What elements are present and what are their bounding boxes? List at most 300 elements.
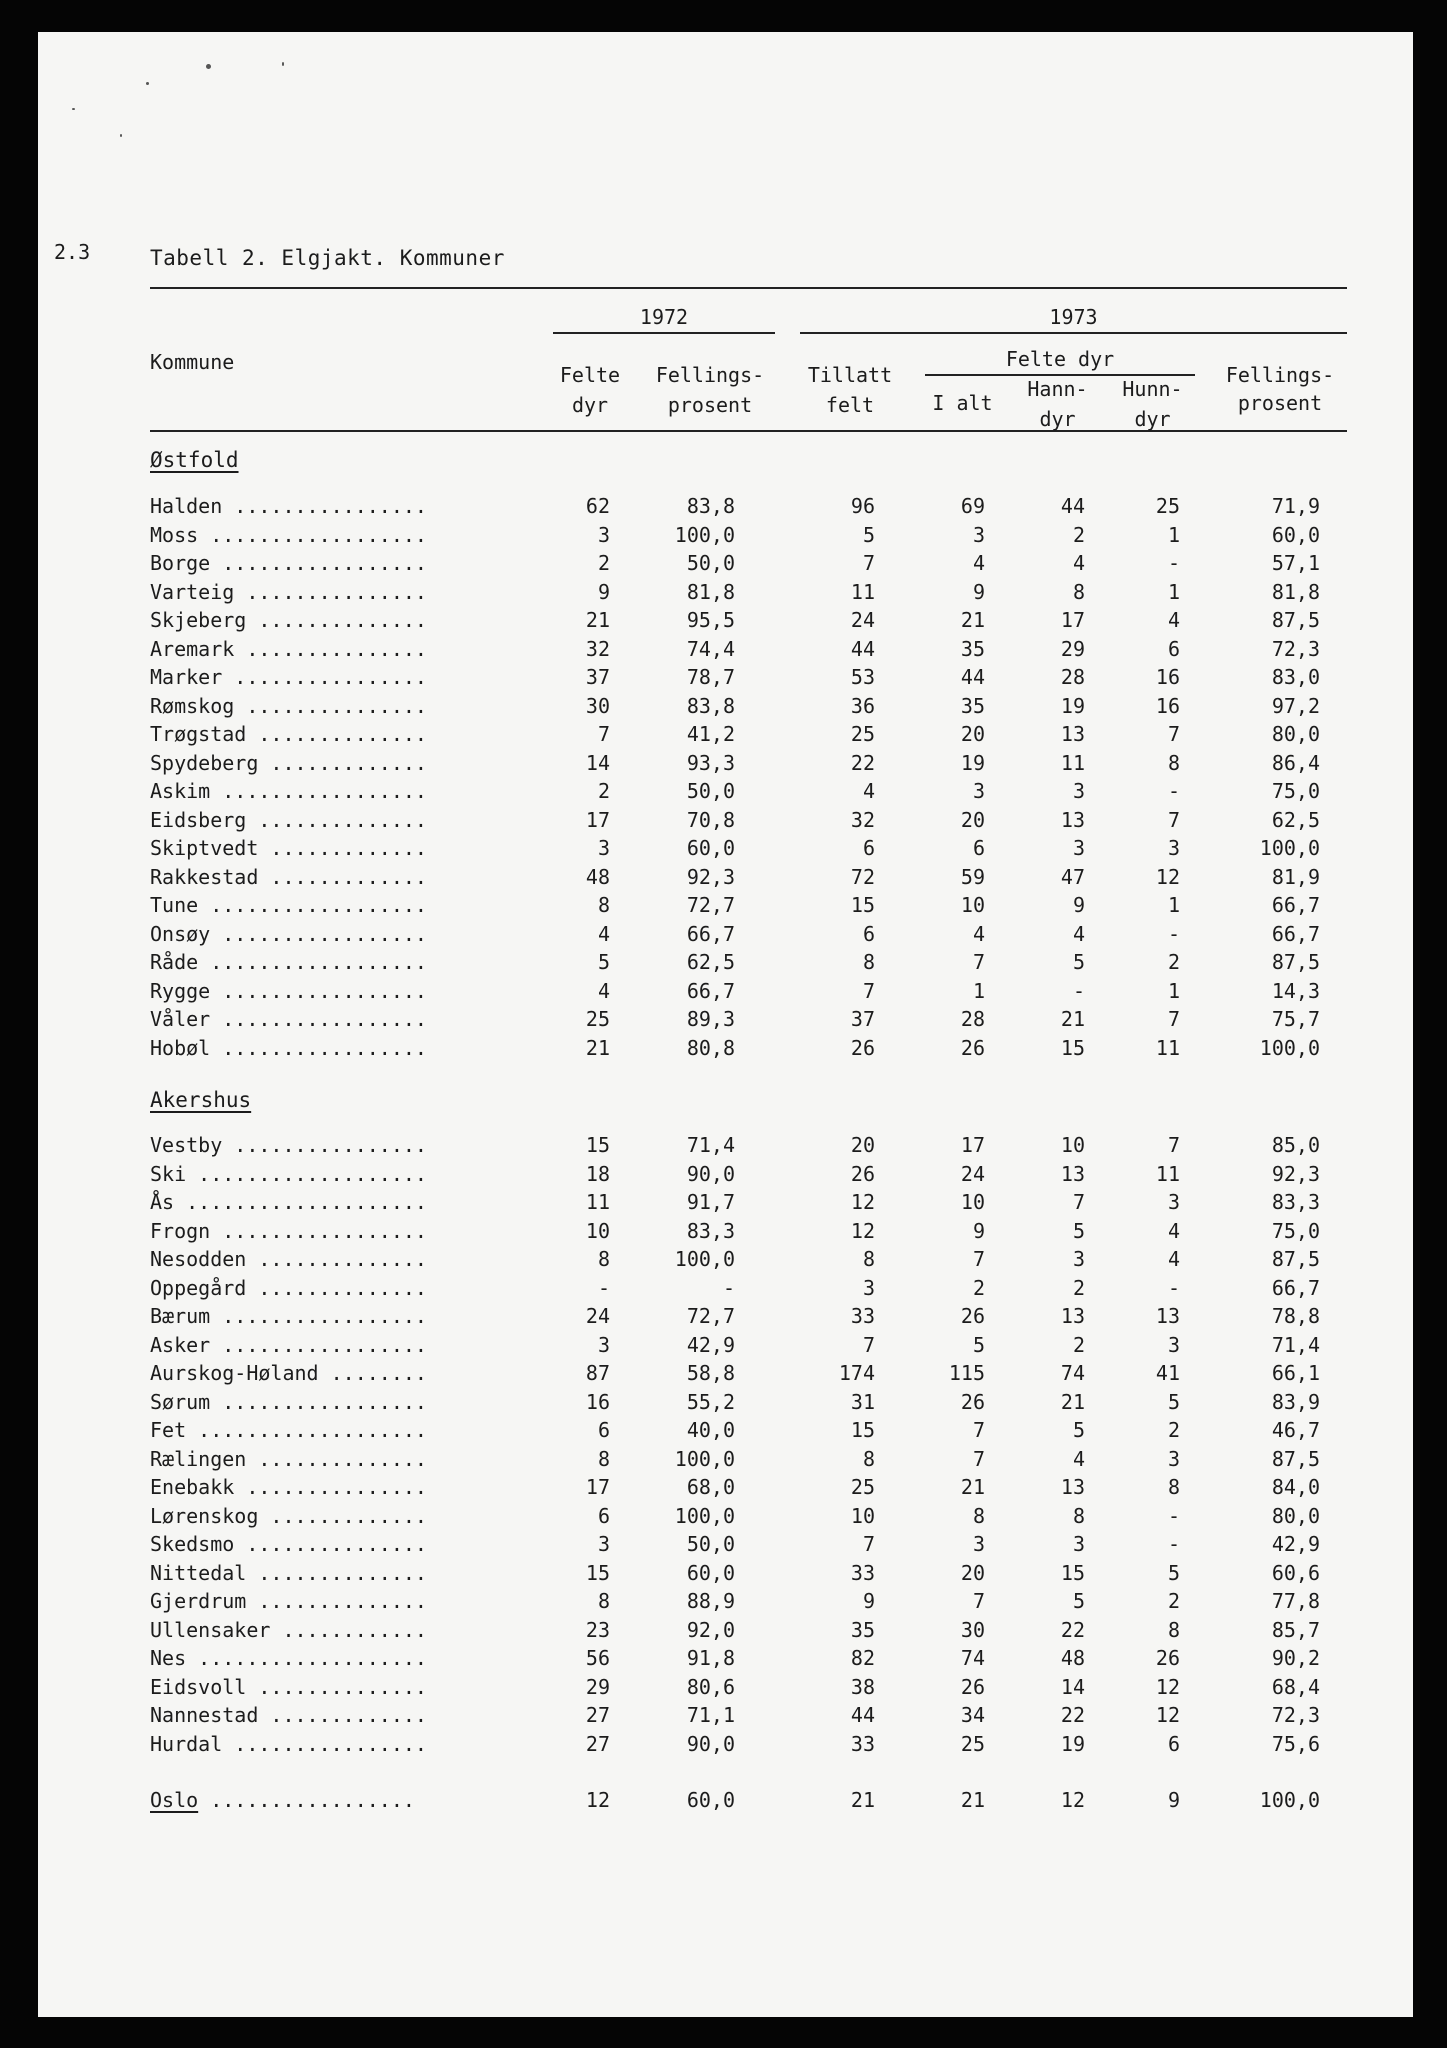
felte-dyr-1972: 30 bbox=[585, 693, 610, 718]
kommune-name bbox=[150, 1786, 500, 1814]
fellingsprosent-1973: 71,9 bbox=[1271, 494, 1320, 518]
header-fellingsprosent72-2: prosent bbox=[667, 393, 753, 417]
hanndyr: 2 bbox=[1072, 1332, 1085, 1357]
hunndyr: 4 bbox=[1167, 608, 1180, 632]
tillatt-felt: 21 bbox=[850, 1788, 875, 1812]
felte-i-alt: 10 bbox=[960, 1190, 985, 1214]
tillatt-felt: 6 bbox=[862, 836, 875, 860]
tillatt-felt: 12 bbox=[850, 1190, 875, 1214]
kommune-name: Oppegård .............. bbox=[150, 1275, 427, 1300]
kommune-name: Lørenskog ............. bbox=[150, 1503, 427, 1528]
fellingsprosent-1973: 66,7 bbox=[1271, 1275, 1320, 1300]
tillatt-felt: 6 bbox=[862, 921, 875, 946]
header-felte-2: dyr bbox=[571, 393, 609, 417]
fellingsprosent-1973: 81,9 bbox=[1271, 864, 1320, 889]
fellingsprosent-1972: 89,3 bbox=[686, 1007, 735, 1031]
kommune-name: Rømskog ............... bbox=[150, 693, 427, 718]
rule-1973 bbox=[800, 332, 1347, 334]
hanndyr: 44 bbox=[1060, 494, 1085, 518]
table-row bbox=[0, 1217, 1447, 1245]
kommune-name: Borge ................. bbox=[150, 551, 427, 575]
fellingsprosent-1972: 81,8 bbox=[686, 579, 735, 604]
hanndyr: 5 bbox=[1072, 950, 1085, 974]
table-row bbox=[0, 1730, 1447, 1758]
hunndyr: - bbox=[1167, 1503, 1180, 1528]
hanndyr: 13 bbox=[1060, 807, 1085, 832]
fellingsprosent-1973: 66,7 bbox=[1271, 893, 1320, 917]
hanndyr: 14 bbox=[1060, 1674, 1085, 1699]
fellingsprosent-1972: 83,3 bbox=[686, 1218, 735, 1243]
felte-i-alt: 26 bbox=[960, 1304, 985, 1328]
felte-i-alt: 3 bbox=[972, 1532, 985, 1556]
fellingsprosent-1972: 74,4 bbox=[686, 636, 735, 661]
hunndyr: 8 bbox=[1167, 750, 1180, 775]
hanndyr: 5 bbox=[1072, 1418, 1085, 1442]
kommune-name: Nannestad ............. bbox=[150, 1703, 427, 1727]
table-row bbox=[0, 492, 1447, 520]
fellingsprosent-1972: 62,5 bbox=[686, 950, 735, 974]
fellingsprosent-1972: 88,9 bbox=[686, 1589, 735, 1613]
hunndyr: 6 bbox=[1167, 1731, 1180, 1756]
fellingsprosent-1973: 75,6 bbox=[1271, 1731, 1320, 1756]
fellingsprosent-1972: 71,1 bbox=[686, 1703, 735, 1727]
tillatt-felt: 82 bbox=[850, 1646, 875, 1670]
table-row bbox=[0, 1530, 1447, 1558]
hanndyr: 28 bbox=[1060, 665, 1085, 689]
table-row bbox=[0, 1274, 1447, 1302]
hanndyr: 29 bbox=[1060, 636, 1085, 661]
fellingsprosent-1973: 60,0 bbox=[1271, 522, 1320, 547]
felte-dyr-1972: 7 bbox=[597, 722, 610, 746]
table-row bbox=[0, 920, 1447, 948]
table-row bbox=[0, 663, 1447, 691]
felte-dyr-1972: 18 bbox=[585, 1161, 610, 1186]
felte-i-alt: 17 bbox=[960, 1133, 985, 1157]
table-row bbox=[0, 578, 1447, 606]
hunndyr: 7 bbox=[1167, 807, 1180, 832]
fellingsprosent-1972: 93,3 bbox=[686, 750, 735, 775]
hanndyr: 8 bbox=[1072, 1503, 1085, 1528]
felte-i-alt: 20 bbox=[960, 1560, 985, 1585]
fellingsprosent-1973: 83,9 bbox=[1271, 1389, 1320, 1414]
fellingsprosent-1973: 75,0 bbox=[1271, 779, 1320, 803]
table-row bbox=[0, 1188, 1447, 1216]
table-row bbox=[0, 749, 1447, 777]
fellingsprosent-1972: 92,0 bbox=[686, 1617, 735, 1642]
tillatt-felt: 32 bbox=[850, 807, 875, 832]
hunndyr: 13 bbox=[1155, 1304, 1180, 1328]
hunndyr: 12 bbox=[1155, 1674, 1180, 1699]
hunndyr: 26 bbox=[1155, 1646, 1180, 1670]
hunndyr: 1 bbox=[1167, 893, 1180, 917]
fellingsprosent-1972: 100,0 bbox=[674, 522, 735, 547]
felte-i-alt: 4 bbox=[972, 921, 985, 946]
hanndyr: 11 bbox=[1060, 750, 1085, 775]
fellingsprosent-1972: 92,3 bbox=[686, 864, 735, 889]
hunndyr: 4 bbox=[1167, 1247, 1180, 1271]
hanndyr: 13 bbox=[1060, 1304, 1085, 1328]
felte-dyr-1972: 23 bbox=[585, 1617, 610, 1642]
hanndyr: 21 bbox=[1060, 1389, 1085, 1414]
hanndyr: 5 bbox=[1072, 1218, 1085, 1243]
felte-i-alt: 115 bbox=[948, 1361, 985, 1385]
hanndyr: 4 bbox=[1072, 1446, 1085, 1471]
felte-i-alt: 2 bbox=[972, 1275, 985, 1300]
header-hunndyr-1: Hunn- bbox=[1122, 377, 1183, 401]
hunndyr: - bbox=[1167, 551, 1180, 575]
felte-i-alt: 9 bbox=[972, 1218, 985, 1243]
felte-dyr-1972: 3 bbox=[597, 836, 610, 860]
kommune-name: Nes ................... bbox=[150, 1646, 427, 1670]
table-row bbox=[0, 777, 1447, 805]
hanndyr: 2 bbox=[1072, 522, 1085, 547]
felte-dyr-1972: 6 bbox=[597, 1503, 610, 1528]
tillatt-felt: 33 bbox=[850, 1560, 875, 1585]
fellingsprosent-1972: 50,0 bbox=[686, 779, 735, 803]
hunndyr: 16 bbox=[1155, 665, 1180, 689]
header-tillatt-2: felt bbox=[825, 393, 875, 417]
felte-dyr-1972: 4 bbox=[597, 921, 610, 946]
felte-i-alt: 7 bbox=[972, 1589, 985, 1613]
tillatt-felt: 24 bbox=[850, 608, 875, 632]
fellingsprosent-1972: 68,0 bbox=[686, 1475, 735, 1499]
hanndyr: 17 bbox=[1060, 608, 1085, 632]
felte-dyr-1972: 2 bbox=[597, 551, 610, 575]
oslo-dots: ................. bbox=[198, 1788, 415, 1812]
felte-i-alt: 3 bbox=[972, 779, 985, 803]
table-row bbox=[0, 1559, 1447, 1587]
hanndyr: 3 bbox=[1072, 779, 1085, 803]
tillatt-felt: 33 bbox=[850, 1304, 875, 1328]
rule-1972 bbox=[553, 332, 775, 334]
hanndyr: 13 bbox=[1060, 1161, 1085, 1186]
felte-i-alt: 74 bbox=[960, 1646, 985, 1670]
tillatt-felt: 12 bbox=[850, 1218, 875, 1243]
tillatt-felt: 38 bbox=[850, 1674, 875, 1699]
felte-i-alt: 26 bbox=[960, 1389, 985, 1414]
felte-dyr-1972: 21 bbox=[585, 1035, 610, 1060]
table-row bbox=[0, 1644, 1447, 1672]
hunndyr: 1 bbox=[1167, 978, 1180, 1003]
table-row bbox=[0, 1445, 1447, 1473]
fellingsprosent-1972: 100,0 bbox=[674, 1247, 735, 1271]
header-felte-dyr-group: Felte dyr bbox=[1005, 347, 1115, 371]
hanndyr: 4 bbox=[1072, 921, 1085, 946]
fellingsprosent-1973: 100,0 bbox=[1259, 1035, 1320, 1060]
hunndyr: 12 bbox=[1155, 1703, 1180, 1727]
kommune-name: Våler ................. bbox=[150, 1007, 427, 1031]
hanndyr: 3 bbox=[1072, 1247, 1085, 1271]
kommune-name: Eidsvoll .............. bbox=[150, 1674, 427, 1699]
felte-i-alt: 25 bbox=[960, 1731, 985, 1756]
hunndyr: 3 bbox=[1167, 836, 1180, 860]
kommune-name: Bærum ................. bbox=[150, 1304, 427, 1328]
felte-dyr-1972: 37 bbox=[585, 665, 610, 689]
hunndyr: 41 bbox=[1155, 1361, 1180, 1385]
kommune-name: Marker ................ bbox=[150, 665, 427, 689]
kommune-name: Asker ................. bbox=[150, 1332, 427, 1357]
fellingsprosent-1973: 72,3 bbox=[1271, 636, 1320, 661]
felte-i-alt: 8 bbox=[972, 1503, 985, 1528]
fellingsprosent-1973: 86,4 bbox=[1271, 750, 1320, 775]
hunndyr: 7 bbox=[1167, 722, 1180, 746]
fellingsprosent-1973: 85,0 bbox=[1271, 1133, 1320, 1157]
table-row bbox=[0, 1616, 1447, 1644]
felte-dyr-1972: 8 bbox=[597, 893, 610, 917]
felte-i-alt: 7 bbox=[972, 1446, 985, 1471]
felte-i-alt: 20 bbox=[960, 722, 985, 746]
felte-dyr-1972: - bbox=[597, 1275, 610, 1300]
table-row bbox=[0, 635, 1447, 663]
table-row bbox=[0, 891, 1447, 919]
header-fellingsprosent73-2: prosent bbox=[1237, 391, 1323, 415]
fellingsprosent-1973: 42,9 bbox=[1271, 1532, 1320, 1556]
fellingsprosent-1972: 95,5 bbox=[686, 608, 735, 632]
kommune-name: Ski ................... bbox=[150, 1161, 427, 1186]
fellingsprosent-1973: 46,7 bbox=[1271, 1418, 1320, 1442]
hanndyr: 7 bbox=[1072, 1190, 1085, 1214]
kommune-name: Rakkestad ............. bbox=[150, 864, 427, 889]
hunndyr: 2 bbox=[1167, 1589, 1180, 1613]
felte-i-alt: 21 bbox=[960, 1475, 985, 1499]
hunndyr: - bbox=[1167, 921, 1180, 946]
felte-dyr-1972: 10 bbox=[585, 1218, 610, 1243]
table-row bbox=[0, 720, 1447, 748]
top-rule bbox=[150, 287, 1347, 289]
hunndyr: 9 bbox=[1167, 1788, 1180, 1812]
fellingsprosent-1972: 60,0 bbox=[686, 1560, 735, 1585]
felte-dyr-1972: 9 bbox=[597, 579, 610, 604]
hanndyr: 74 bbox=[1060, 1361, 1085, 1385]
hunndyr: 3 bbox=[1167, 1446, 1180, 1471]
tillatt-felt: 8 bbox=[862, 1247, 875, 1271]
kommune-name: Enebakk ............... bbox=[150, 1475, 427, 1499]
fellingsprosent-1973: 14,3 bbox=[1271, 978, 1320, 1003]
table-row bbox=[0, 606, 1447, 634]
felte-i-alt: 35 bbox=[960, 693, 985, 718]
hanndyr: 48 bbox=[1060, 1646, 1085, 1670]
header-kommune: Kommune bbox=[150, 350, 235, 374]
tillatt-felt: 35 bbox=[850, 1617, 875, 1642]
felte-dyr-1972: 24 bbox=[585, 1304, 610, 1328]
header-fellingsprosent72-1: Fellings- bbox=[655, 363, 765, 387]
fellingsprosent-1972: 83,8 bbox=[686, 693, 735, 718]
fellingsprosent-1972: 66,7 bbox=[686, 921, 735, 946]
table-row bbox=[0, 1245, 1447, 1273]
oslo-name: Oslo bbox=[150, 1788, 199, 1812]
tillatt-felt: 20 bbox=[850, 1133, 875, 1157]
fellingsprosent-1972: - bbox=[722, 1275, 735, 1300]
tillatt-felt: 4 bbox=[862, 779, 875, 803]
tillatt-felt: 44 bbox=[850, 1703, 875, 1727]
hunndyr: 1 bbox=[1167, 579, 1180, 604]
felte-dyr-1972: 56 bbox=[585, 1646, 610, 1670]
hunndyr: 12 bbox=[1155, 864, 1180, 889]
section-title-ostfold: Østfold bbox=[150, 448, 239, 472]
table-row bbox=[0, 806, 1447, 834]
felte-i-alt: 35 bbox=[960, 636, 985, 661]
felte-i-alt: 28 bbox=[960, 1007, 985, 1031]
tillatt-felt: 8 bbox=[862, 950, 875, 974]
kommune-name: Trøgstad .............. bbox=[150, 722, 427, 746]
fellingsprosent-1973: 92,3 bbox=[1271, 1161, 1320, 1186]
hunndyr: - bbox=[1167, 779, 1180, 803]
table-title: Tabell 2. Elgjakt. Kommuner bbox=[150, 246, 505, 270]
kommune-name: Ås .................... bbox=[150, 1190, 427, 1214]
header-fellingsprosent73-1: Fellings- bbox=[1225, 363, 1335, 387]
felte-i-alt: 9 bbox=[972, 579, 985, 604]
fellingsprosent-1972: 72,7 bbox=[686, 1304, 735, 1328]
table-row bbox=[0, 1331, 1447, 1359]
tillatt-felt: 26 bbox=[850, 1035, 875, 1060]
header-year-1972: 1972 bbox=[639, 305, 689, 329]
hunndyr: 6 bbox=[1167, 636, 1180, 661]
hanndyr: 10 bbox=[1060, 1133, 1085, 1157]
felte-i-alt: 21 bbox=[960, 608, 985, 632]
table-row bbox=[0, 977, 1447, 1005]
tillatt-felt: 7 bbox=[862, 1532, 875, 1556]
tillatt-felt: 72 bbox=[850, 864, 875, 889]
fellingsprosent-1972: 50,0 bbox=[686, 551, 735, 575]
kommune-name: Halden ................ bbox=[150, 494, 427, 518]
fellingsprosent-1972: 71,4 bbox=[686, 1133, 735, 1157]
hanndyr: 5 bbox=[1072, 1589, 1085, 1613]
felte-dyr-1972: 8 bbox=[597, 1247, 610, 1271]
kommune-name: Onsøy ................. bbox=[150, 921, 427, 946]
fellingsprosent-1972: 72,7 bbox=[686, 893, 735, 917]
felte-i-alt: 26 bbox=[960, 1674, 985, 1699]
fellingsprosent-1973: 68,4 bbox=[1271, 1674, 1320, 1699]
hanndyr: 4 bbox=[1072, 551, 1085, 575]
kommune-name: Frogn ................. bbox=[150, 1218, 427, 1243]
tillatt-felt: 31 bbox=[850, 1389, 875, 1414]
kommune-name: Aurskog-Høland ........ bbox=[150, 1361, 427, 1385]
tillatt-felt: 22 bbox=[850, 750, 875, 775]
fellingsprosent-1972: 66,7 bbox=[686, 978, 735, 1003]
hunndyr: 11 bbox=[1155, 1161, 1180, 1186]
fellingsprosent-1973: 83,3 bbox=[1271, 1190, 1320, 1214]
header-hanndyr-2: dyr bbox=[1039, 407, 1076, 431]
hanndyr: - bbox=[1072, 978, 1085, 1003]
fellingsprosent-1972: 90,0 bbox=[686, 1731, 735, 1756]
hanndyr: 15 bbox=[1060, 1560, 1085, 1585]
felte-dyr-1972: 2 bbox=[597, 779, 610, 803]
kommune-name: Askim ................. bbox=[150, 779, 427, 803]
felte-dyr-1972: 27 bbox=[585, 1731, 610, 1756]
fellingsprosent-1972: 91,8 bbox=[686, 1646, 735, 1670]
fellingsprosent-1972: 80,6 bbox=[686, 1674, 735, 1699]
felte-dyr-1972: 32 bbox=[585, 636, 610, 661]
felte-dyr-1972: 8 bbox=[597, 1589, 610, 1613]
kommune-name: Tune .................. bbox=[150, 893, 427, 917]
felte-i-alt: 20 bbox=[960, 807, 985, 832]
fellingsprosent-1972: 60,0 bbox=[686, 836, 735, 860]
felte-i-alt: 59 bbox=[960, 864, 985, 889]
fellingsprosent-1973: 97,2 bbox=[1271, 693, 1320, 718]
hanndyr: 13 bbox=[1060, 1475, 1085, 1499]
hanndyr: 15 bbox=[1060, 1035, 1085, 1060]
hanndyr: 22 bbox=[1060, 1703, 1085, 1727]
fellingsprosent-1972: 80,8 bbox=[686, 1035, 735, 1060]
page-number: 2.3 bbox=[54, 240, 91, 264]
hanndyr: 8 bbox=[1072, 579, 1085, 604]
felte-dyr-1972: 3 bbox=[597, 1332, 610, 1357]
fellingsprosent-1972: 70,8 bbox=[686, 807, 735, 832]
felte-dyr-1972: 15 bbox=[585, 1560, 610, 1585]
kommune-name: Spydeberg ............. bbox=[150, 750, 427, 775]
felte-dyr-1972: 29 bbox=[585, 1674, 610, 1699]
fellingsprosent-1973: 100,0 bbox=[1259, 836, 1320, 860]
tillatt-felt: 11 bbox=[850, 579, 875, 604]
fellingsprosent-1973: 62,5 bbox=[1271, 807, 1320, 832]
felte-dyr-1972: 87 bbox=[585, 1361, 610, 1385]
tillatt-felt: 3 bbox=[862, 1275, 875, 1300]
kommune-name: Rælingen .............. bbox=[150, 1446, 427, 1471]
tillatt-felt: 36 bbox=[850, 693, 875, 718]
felte-dyr-1972: 17 bbox=[585, 807, 610, 832]
felte-i-alt: 7 bbox=[972, 1247, 985, 1271]
felte-dyr-1972: 14 bbox=[585, 750, 610, 775]
table-row bbox=[0, 1131, 1447, 1159]
hanndyr: 9 bbox=[1072, 893, 1085, 917]
fellingsprosent-1972: 91,7 bbox=[686, 1190, 735, 1214]
hunndyr: - bbox=[1167, 1532, 1180, 1556]
hunndyr: 7 bbox=[1167, 1007, 1180, 1031]
fellingsprosent-1972: 41,2 bbox=[686, 722, 735, 746]
fellingsprosent-1973: 60,6 bbox=[1271, 1560, 1320, 1585]
felte-dyr-1972: 15 bbox=[585, 1133, 610, 1157]
fellingsprosent-1972: 42,9 bbox=[686, 1332, 735, 1357]
hanndyr: 19 bbox=[1060, 693, 1085, 718]
fellingsprosent-1973: 66,1 bbox=[1271, 1361, 1320, 1385]
tillatt-felt: 96 bbox=[850, 494, 875, 518]
kommune-name: Gjerdrum .............. bbox=[150, 1589, 427, 1613]
table-row bbox=[0, 521, 1447, 549]
felte-dyr-1972: 3 bbox=[597, 1532, 610, 1556]
table-row bbox=[0, 863, 1447, 891]
hunndyr: 25 bbox=[1155, 494, 1180, 518]
fellingsprosent-1973: 80,0 bbox=[1271, 722, 1320, 746]
fellingsprosent-1973: 77,8 bbox=[1271, 1589, 1320, 1613]
kommune-name: Skjeberg .............. bbox=[150, 608, 427, 632]
kommune-name: Varteig ............... bbox=[150, 579, 427, 604]
felte-i-alt: 69 bbox=[960, 494, 985, 518]
kommune-name: Rygge ................. bbox=[150, 978, 427, 1003]
hunndyr: 1 bbox=[1167, 522, 1180, 547]
fellingsprosent-1972: 50,0 bbox=[686, 1532, 735, 1556]
fellingsprosent-1973: 85,7 bbox=[1271, 1617, 1320, 1642]
felte-dyr-1972: 17 bbox=[585, 1475, 610, 1499]
hanndyr: 22 bbox=[1060, 1617, 1085, 1642]
fellingsprosent-1973: 100,0 bbox=[1259, 1788, 1320, 1812]
hunndyr: 3 bbox=[1167, 1190, 1180, 1214]
hanndyr: 21 bbox=[1060, 1007, 1085, 1031]
fellingsprosent-1973: 83,0 bbox=[1271, 665, 1320, 689]
table-row bbox=[0, 1502, 1447, 1530]
fellingsprosent-1972: 40,0 bbox=[686, 1418, 735, 1442]
tillatt-felt: 8 bbox=[862, 1446, 875, 1471]
felte-i-alt: 6 bbox=[972, 836, 985, 860]
hunndyr: - bbox=[1167, 1275, 1180, 1300]
felte-dyr-1972: 27 bbox=[585, 1703, 610, 1727]
felte-i-alt: 3 bbox=[972, 522, 985, 547]
hunndyr: 2 bbox=[1167, 1418, 1180, 1442]
fellingsprosent-1972: 58,8 bbox=[686, 1361, 735, 1385]
table-row bbox=[0, 1673, 1447, 1701]
table-row bbox=[0, 1302, 1447, 1330]
hunndyr: 7 bbox=[1167, 1133, 1180, 1157]
fellingsprosent-1973: 72,3 bbox=[1271, 1703, 1320, 1727]
